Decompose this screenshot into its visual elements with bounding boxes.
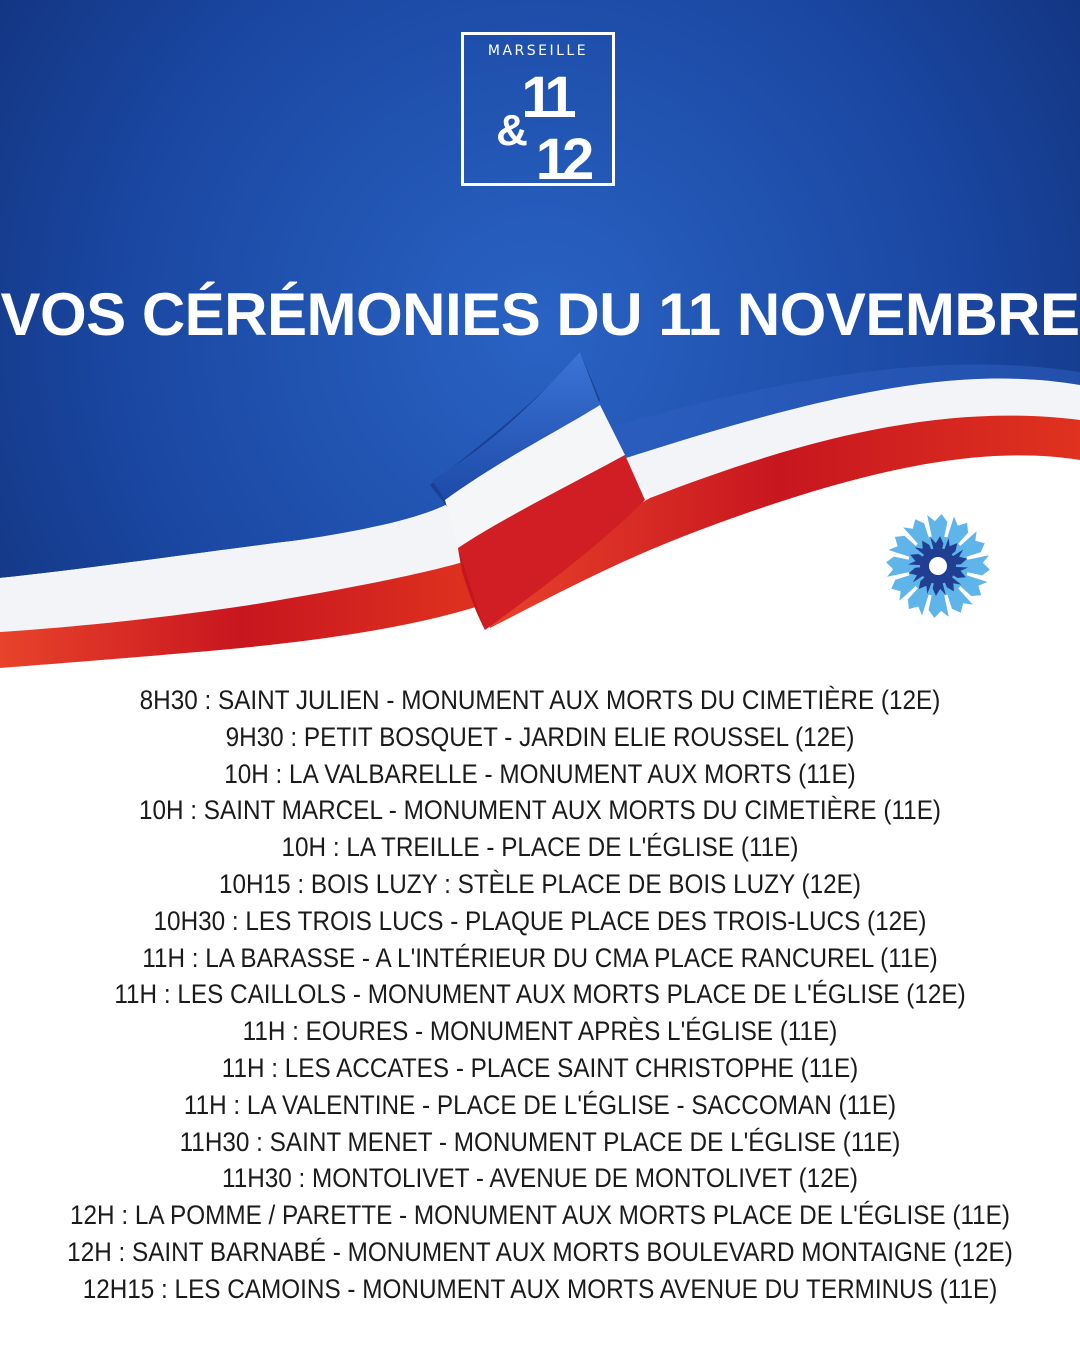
logo-number-12: 12 [535, 127, 589, 183]
schedule-item: 10H30 : LES TROIS LUCS - PLAQUE PLACE DES TROIS-LUCS (12E) [153, 905, 927, 936]
schedule-item: 12H : SAINT BARNABÉ - MONUMENT AUX MORTS BOULEVARD MONTAIGNE (12E) [67, 1236, 1013, 1267]
logo-city-name: MARSEILLE [487, 43, 589, 59]
schedule-item: 8H30 : SAINT JULIEN - MONUMENT AUX MORTS DU CIMETIÈRE (12E) [139, 685, 941, 715]
schedule-item: 12H : LA POMME / PARETTE - MONUMENT AUX MORTS PLACE DE L'ÉGLISE (11E) [70, 1200, 1010, 1231]
schedule-item: 11H30 : SAINT MENET - MONUMENT PLACE DE L'ÉGLISE (11E) [179, 1126, 901, 1157]
schedule-item: 9H30 : PETIT BOSQUET - JARDIN ELIE ROUSSEL (12E) [225, 721, 855, 752]
page-title: VOS CÉRÉMONIES DU 11 NOVEMBRE [0, 281, 1080, 349]
schedule-item: 11H : LA BARASSE - A L'INTÉRIEUR DU CMA PLACE RANCUREL (11E) [142, 942, 938, 973]
schedule-item: 12H15 : LES CAMOINS - MONUMENT AUX MORTS AVENUE DU TERMINUS (11E) [82, 1273, 998, 1304]
schedule-item: 11H : LES ACCATES - PLACE SAINT CHRISTOPHE (11E) [221, 1052, 859, 1083]
schedule-item: 10H : LA TREILLE - PLACE DE L'ÉGLISE (11E) [281, 832, 799, 863]
marseille-11-12-logo [461, 32, 615, 186]
schedule-item: 10H15 : BOIS LUZY : STÈLE PLACE DE BOIS LUZY (12E) [219, 868, 861, 899]
schedule-item: 10H : LA VALBARELLE - MONUMENT AUX MORTS (11E) [224, 758, 856, 789]
schedule-item: 10H : SAINT MARCEL - MONUMENT AUX MORTS DU CIMETIÈRE (11E) [138, 795, 942, 826]
schedule-item: 11H30 : MONTOLIVET - AVENUE DE MONTOLIVET (12E) [221, 1163, 859, 1194]
cornflower-icon [884, 512, 992, 620]
schedule-item: 11H : EOURES - MONUMENT APRÈS L'ÉGLISE (11E) [242, 1016, 838, 1047]
schedule-item: 11H : LA VALENTINE - PLACE DE L'ÉGLISE - SACCOMAN (11E) [183, 1089, 897, 1120]
ceremony-schedule-list [0, 682, 1080, 1308]
logo-numbers [464, 57, 612, 183]
schedule-item: 11H : LES CAILLOLS - MONUMENT AUX MORTS PLACE DE L'ÉGLISE (12E) [114, 979, 966, 1010]
logo-number-11: 11 [521, 65, 571, 130]
logo-ampersand: & [496, 106, 528, 155]
